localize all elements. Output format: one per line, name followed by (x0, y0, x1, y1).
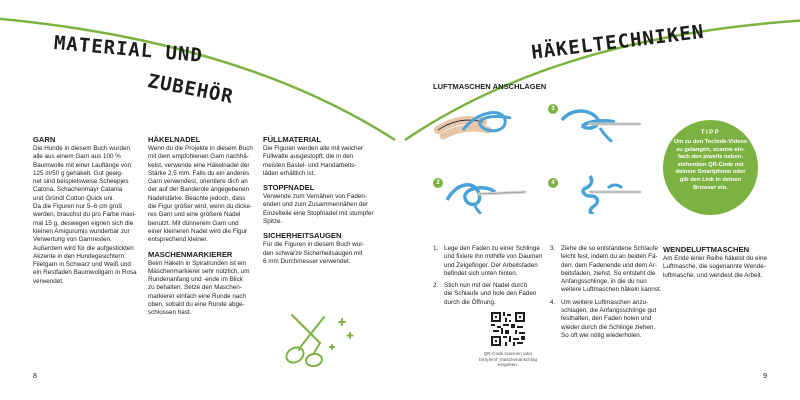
page-title-line1: MATERIAL UND (53, 32, 204, 67)
column-wendeluftmaschen (663, 245, 783, 285)
step-badge-3: 3 (548, 104, 558, 114)
instructions-column-1 (433, 245, 548, 311)
heading-maschenmarkierer: MASCHENMARKIERER (148, 249, 233, 259)
step-illustration-4 (560, 172, 642, 214)
heading-wendeluftmaschen: WENDELUFTMASCHEN (663, 245, 750, 254)
column-garn (33, 135, 148, 291)
step-illustration-1 (433, 100, 515, 142)
page-number: 9 (763, 373, 767, 380)
qr-caption: QR-Code scannen oder bit.ly/emf_maschenanschlag eingeben. (479, 351, 537, 368)
text-wendeluftmaschen: Am Ende einer Reihe häkelst du eine Luftmasche, die sogenannte Wende- luftmasche, und wendest die Arbeit. (663, 255, 767, 279)
right-page (400, 0, 800, 400)
heading-stopfnadel: STOPFNADEL (263, 183, 315, 193)
qr-code[interactable] (491, 312, 525, 346)
heading-garn: GARN (33, 135, 56, 144)
step-badge-2: 2 (433, 178, 443, 188)
tip-title: TIPP (700, 130, 721, 136)
text-sicherheitsaugen: Für die Figuren in diesem Buch wur- den schwarze Sicherheitsaugen mit 6 mm Durchmesser verwendet. (263, 241, 365, 265)
instructions-column-2 (550, 245, 665, 344)
text-stopfnadel: Verwende zum Vernähen von Faden- enden und zum Zusammennähen der Einzelteile eine Stopfnadel mit stumpfer Spitze. (263, 193, 374, 226)
step-illustration-2 (445, 172, 527, 214)
page-title: HÄKELTECHNIKEN (530, 20, 706, 64)
page-title-line2: ZUBEHÖR (145, 70, 236, 109)
step-2-text: 2. Stich nun mit der Nadel durch die Schlaufe und hole den Faden durch die Öffnung. (433, 282, 537, 306)
text-fuellmaterial: Die Figuren werden alle mit weicher Füllwatte ausgestopft, die in den meisten Bastel- und Handarbeits- läden erhältlich ist. (263, 145, 364, 177)
heading-haekelnadel: HÄKELNADEL (148, 135, 201, 144)
column-haekelnadel (148, 135, 260, 323)
page-number: 8 (33, 373, 37, 380)
text-garn: Die Hunde in diesem Buch wurden alle aus einem Garn aus 100 % Baumwolle mit einer Lauflänge von 125 m/50 g gehäkelt. Gut geeig- net sind beispielsweise Scheepjes Catona, Schachenmayr Catania und Gründl Cotton Quick uni. Da die Figuren nur 5–6 cm groß werden, brauchst du pro Farbe maxi- mal 15 g, deswegen eignen sich die kleinen Amigurumis wunderbar zur Verwertung von Garnresten. Außerdem wird für die aufgestickten Akzente in den Hundegesichtern Filetgarn in Schwarz und Weiß und ein Restfaden Baumwollgarn in Rosa verwendet. (33, 145, 137, 285)
tip-text: Um zu den Technik-Videos zu gelangen, scanne ein- fach den jeweils neben- stehenden QR-Code mit deinem Smartphone oder gib den Link in deinen Browser ein. (673, 139, 748, 191)
step-1-text: 1. Lege den Faden zu einer Schlinge und fixiere ihn mithilfe von Daumen und Zeigefinger. Der Arbeitsfaden befindet sich unten hinten. (433, 245, 543, 277)
step-4-text: 4. Um weitere Luftmaschen anzu- schlagen, die Anfangsschlinge gut festhalten, den Faden holen und wieder durch die Schlinge ziehen. So oft wie nötig wiederholen. (550, 298, 657, 339)
step-badge-4: 4 (548, 178, 558, 188)
step-3-text: 3. Ziehe die so entstandene Schlaufe leicht fest, indem du an beiden Fä- den, dem Fadenende und dem Ar- beitsfaden, ziehst. So entsteht die Anfangsschlinge, in die du nun weitere Luftmaschen häkeln kannst. (550, 245, 662, 294)
scissors-icon (262, 305, 362, 375)
heading-sicherheitsaugen: SICHERHEITSAUGEN (263, 231, 342, 241)
section-heading-luftmaschen: LUFTMASCHEN ANSCHLAGEN (433, 82, 547, 91)
text-haekelnadel: Wenn du die Projekte in diesem Buch mit dem empfohlenen Garn nachhä- kelst, verwende eine Häkelnadel der Stärke 2,5 mm. Falls du ein anderes Garn verwendest, orientiere dich an der auf der Banderole angegebenen Nadelstärke. Beachte jedoch, dass die Figur größer wird, wenn du dicke- res Garn und eine größere Nadel benutzt. Mit dünnerem Garn und einer kleineren Nadel wird die Figur entsprechend kleiner. (148, 145, 253, 244)
tip-circle (663, 120, 758, 215)
text-maschenmarkierer: Beim Häkeln in Spiralrunden ist ein Maschenmarkierer sehr nützlich, um Rundenanfang und -ende im Blick zu behalten. Setze den Maschen- markierer einfach eine Runde nach oben, sobald du eine Runde abge- schlossen hast. (148, 259, 250, 317)
column-fuellmaterial (263, 135, 378, 271)
heading-fuellmaterial: FÜLLMATERIAL (263, 135, 322, 144)
step-illustration-3 (560, 100, 642, 142)
